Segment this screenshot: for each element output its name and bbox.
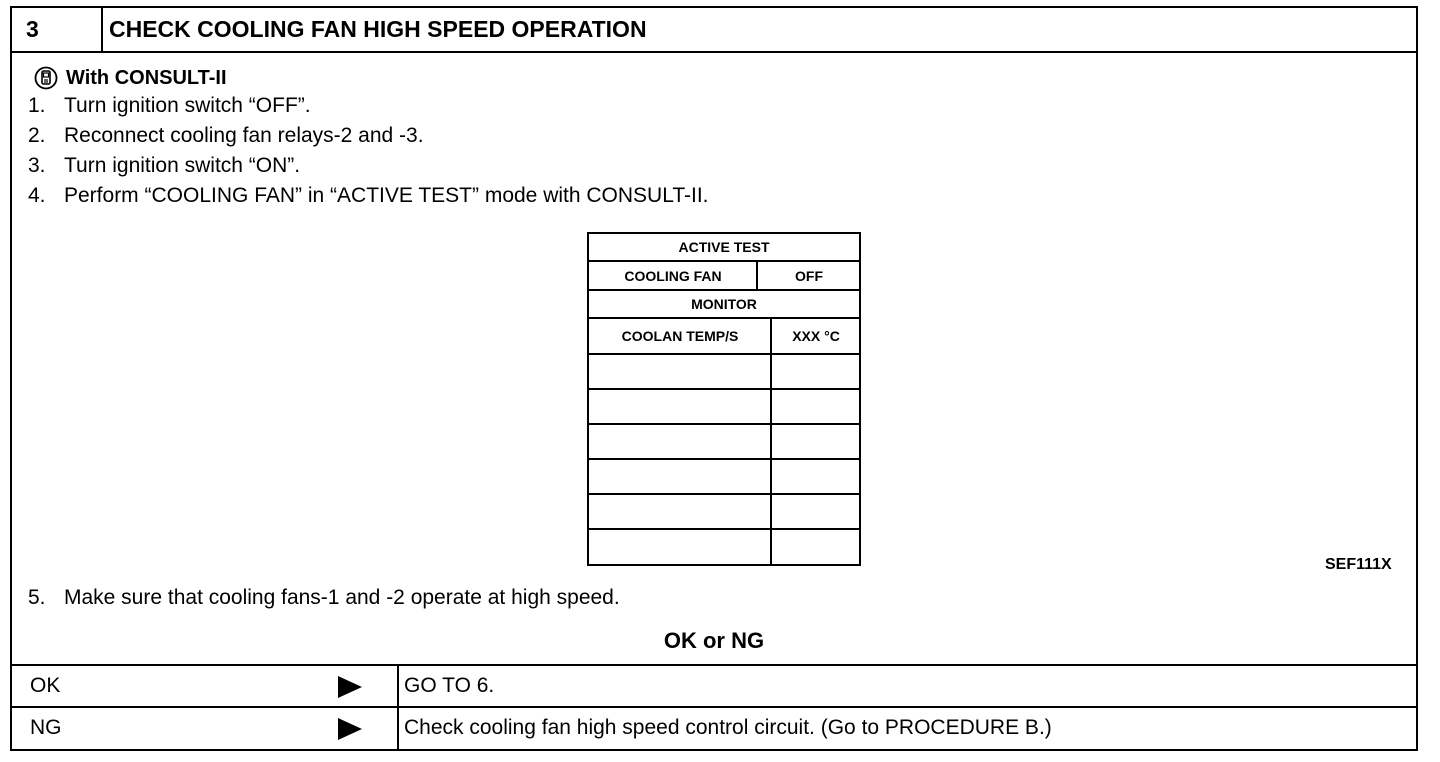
result-divider <box>397 666 399 706</box>
step-item: 3. Turn ignition switch “ON”. <box>28 154 301 177</box>
consult-screen-figure <box>587 232 861 566</box>
consult-tester-icon <box>34 66 58 90</box>
step-header <box>12 8 1416 53</box>
step-item: 4. Perform “COOLING FAN” in “ACTIVE TEST” mode with CONSULT-II. <box>28 184 709 207</box>
screen-empty-row <box>589 390 859 425</box>
step-title: CHECK COOLING FAN HIGH SPEED OPERATION <box>109 16 647 42</box>
screen-title-row <box>589 234 859 262</box>
test-item-label: COOLING FAN <box>624 267 722 284</box>
result-action: GO TO 6. <box>404 674 495 697</box>
screen-test-row <box>589 262 859 291</box>
screen-empty-row <box>589 425 859 460</box>
consult-heading-text: With CONSULT-II <box>66 66 227 89</box>
step-item: 5. Make sure that cooling fans-1 and -2 operate at high speed. <box>28 586 620 609</box>
monitor-label: MONITOR <box>691 296 757 312</box>
result-action: Check cooling fan high speed control circuit. (Go to PROCEDURE B.) <box>404 716 1052 739</box>
result-label: NG <box>30 716 62 739</box>
result-label: OK <box>30 674 61 697</box>
consult-heading <box>34 66 227 90</box>
result-row-ok <box>12 664 1416 706</box>
monitor-item-value: XXX °C <box>792 328 840 344</box>
decision-label: OK or NG <box>663 628 765 653</box>
screen-title: ACTIVE TEST <box>678 239 770 255</box>
screen-empty-row <box>589 495 859 530</box>
procedure-sheet <box>10 6 1418 751</box>
step-item: 2. Reconnect cooling fan relays-2 and -3. <box>28 124 424 147</box>
test-item-value: OFF <box>795 267 823 284</box>
screen-empty-row <box>589 355 859 390</box>
figure-code: SEF111X <box>1325 556 1392 573</box>
step-item: 1. Turn ignition switch “OFF”. <box>28 94 311 117</box>
monitor-item-label: COOLAN TEMP/S <box>621 328 739 344</box>
arrow-right-icon <box>338 676 362 698</box>
screen-divider <box>770 319 772 564</box>
screen-empty-row <box>589 460 859 495</box>
result-row-ng <box>12 706 1416 749</box>
screen-empty-row <box>589 530 859 564</box>
result-divider <box>397 708 399 749</box>
arrow-right-icon <box>338 718 362 740</box>
screen-divider <box>756 262 758 291</box>
screen-monitor-item-row <box>589 319 859 355</box>
screen-monitor-row <box>589 291 859 319</box>
step-number: 3 <box>12 8 103 51</box>
